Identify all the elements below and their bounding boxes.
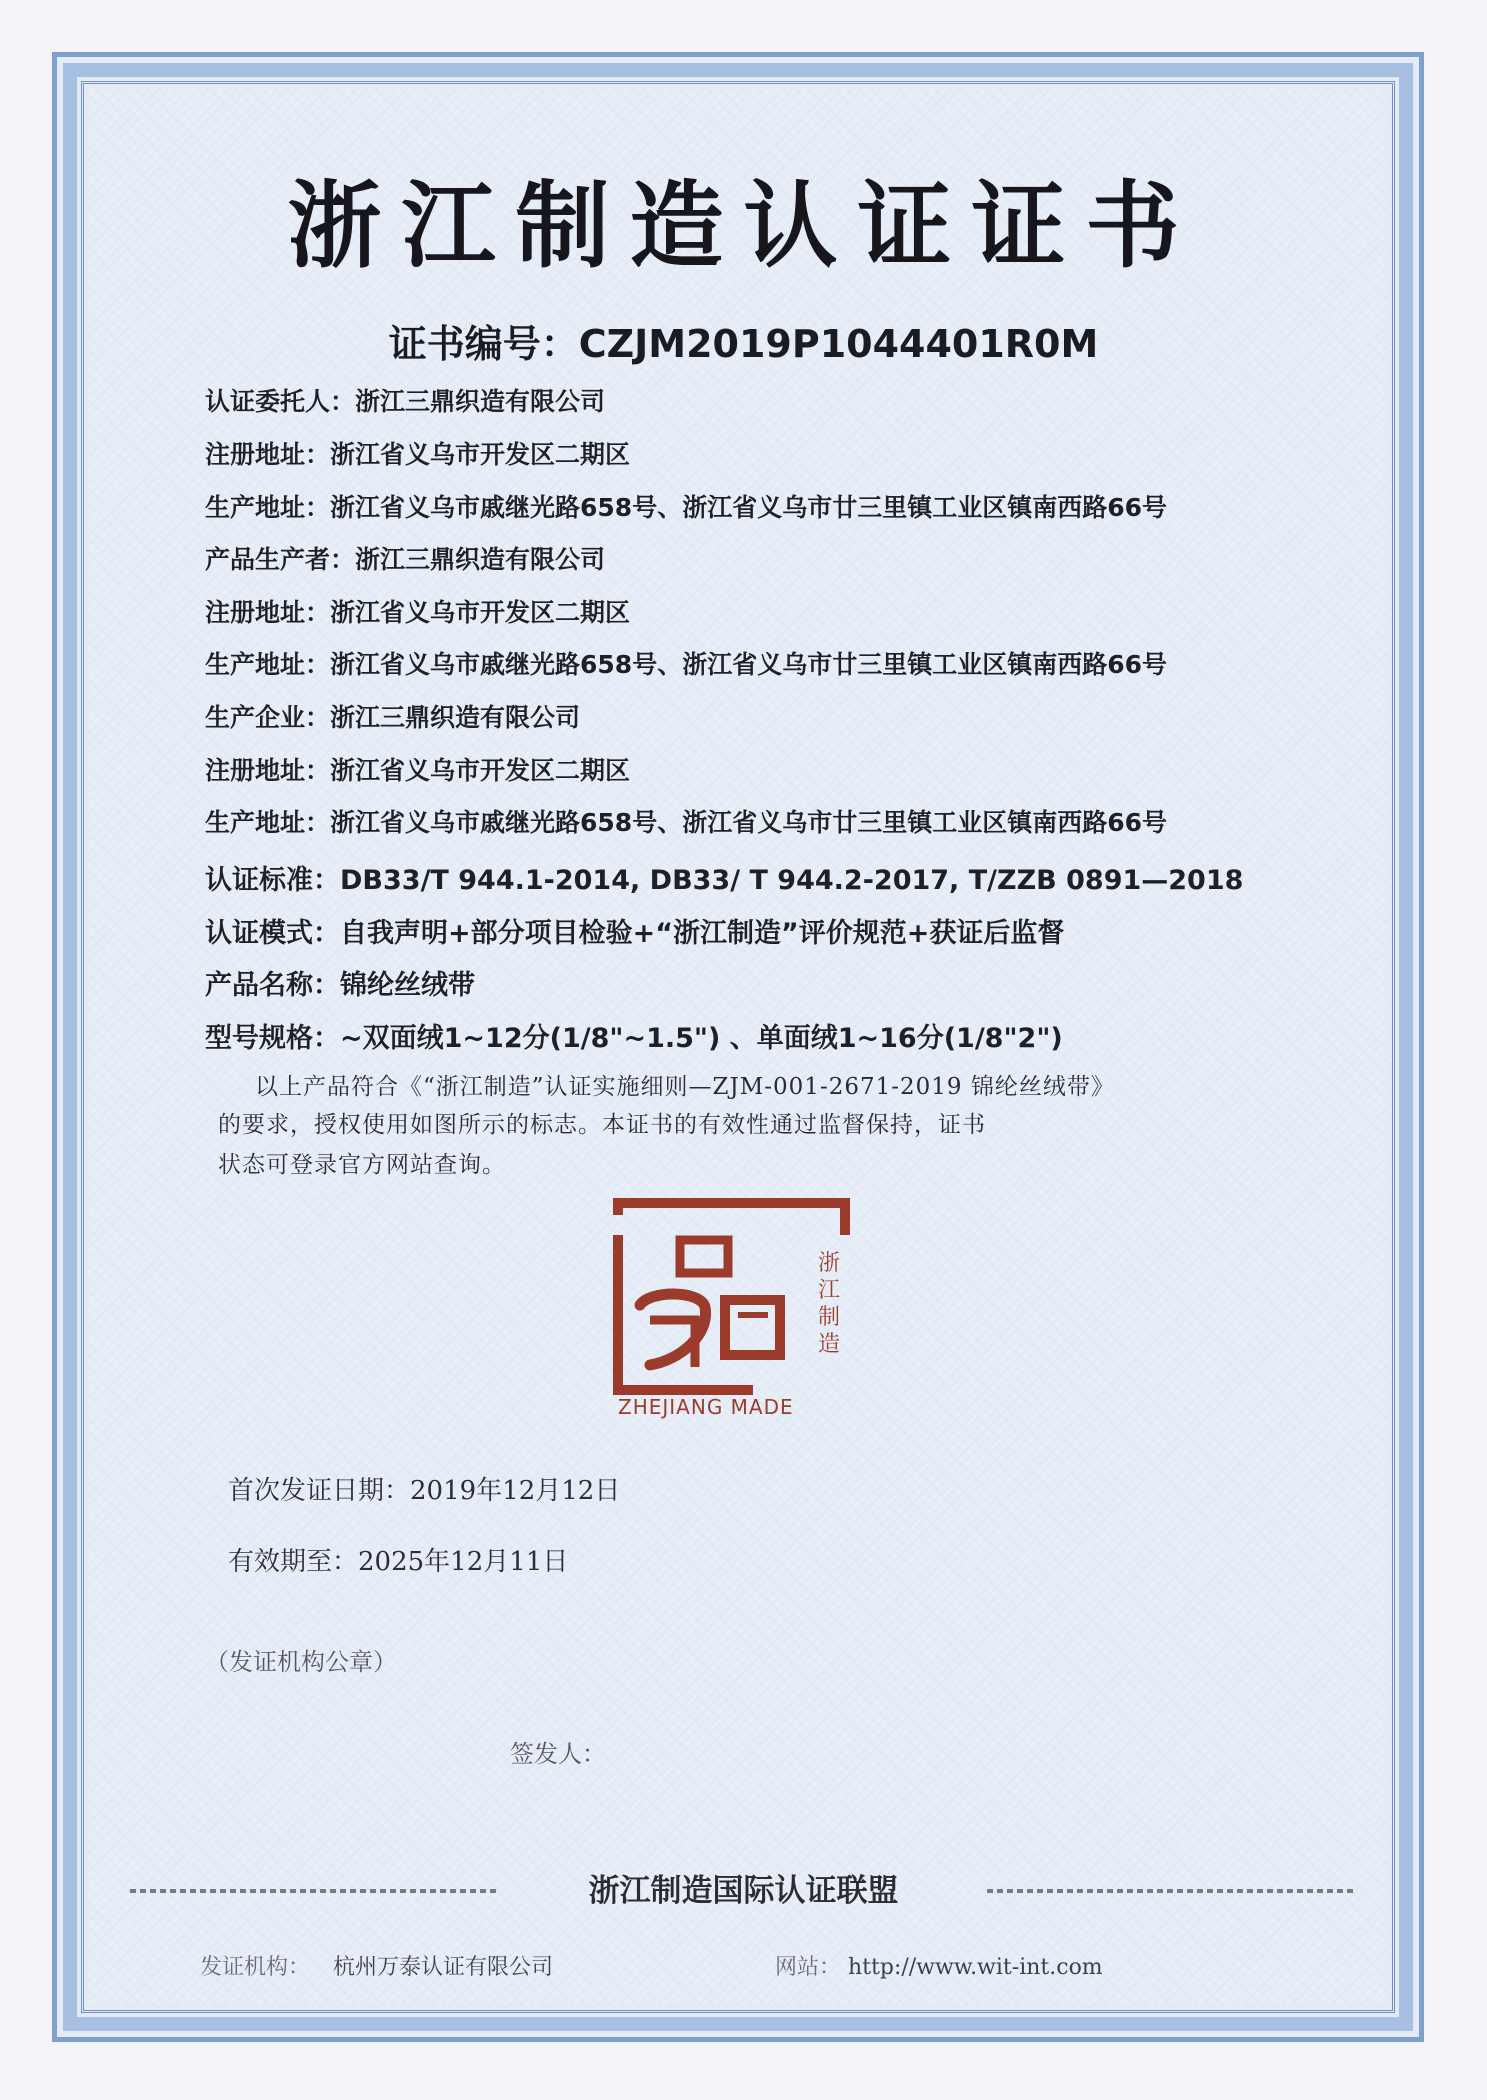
alliance-name: 浙江制造国际认证联盟: [588, 1873, 899, 1909]
field-value: 浙江三鼎织造有限公司: [355, 545, 606, 574]
field-value: 浙江省义乌市开发区二期区: [330, 756, 631, 785]
issuer-name: 杭州万泰认证有限公司: [333, 1955, 554, 1980]
field-label: 认证模式：: [205, 918, 340, 949]
field-row: [205, 435, 630, 471]
field-label: 生产地址：: [205, 650, 331, 679]
field-row: [205, 803, 1167, 839]
field-label: 产品名称：: [205, 970, 340, 1001]
field-row: [205, 963, 475, 1002]
field-row: [205, 488, 1167, 524]
field-row: [205, 911, 1064, 950]
field-label: 注册地址：: [205, 440, 331, 469]
field-value: 锦纶丝绒带: [340, 970, 475, 1001]
field-label: 注册地址：: [205, 756, 331, 785]
statement-line: 的要求，授权使用如图所示的标志。本证书的有效性通过监督保持，证书: [218, 1112, 986, 1138]
field-label: 注册地址：: [205, 598, 331, 627]
field-label: 生产地址：: [205, 808, 331, 837]
valid-until-date: 有效期至：2025年12月11日: [228, 1547, 569, 1577]
website-link[interactable]: http://www.wit-int.com: [848, 1955, 1103, 1980]
field-value: 浙江省义乌市戚继光路658号、浙江省义乌市廿三里镇工业区镇南西路66号: [330, 808, 1167, 837]
logo-caption: ZHEJIANG MADE: [618, 1395, 794, 1419]
field-row: [205, 593, 630, 629]
signer-label: 签发人：: [510, 1740, 606, 1768]
field-value: 浙江省义乌市开发区二期区: [330, 598, 631, 627]
field-row: [205, 751, 630, 787]
logo-side-text: 浙江制造: [818, 1251, 841, 1357]
field-value: 浙江省义乌市戚继光路658号、浙江省义乌市廿三里镇工业区镇南西路66号: [330, 650, 1167, 679]
zhejiang-made-logo: [610, 1195, 860, 1430]
certificate-number: 证书编号：CZJM2019P1044401R0M: [388, 322, 1099, 366]
issuer-seal-note: （发证机构公章）: [205, 1648, 397, 1676]
field-value: 浙江三鼎织造有限公司: [330, 703, 581, 732]
field-value: 浙江省义乌市开发区二期区: [330, 440, 631, 469]
issuer-info: [200, 1950, 553, 1981]
field-label: 认证标准：: [205, 865, 340, 896]
statement-line: 以上产品符合《“浙江制造”认证实施细则—ZJM-001-2671-2019 锦纶丝绒带》: [255, 1074, 1115, 1100]
field-row: [205, 1016, 1063, 1055]
field-value: ~双面绒1~12分(1/8"~1.5") 、单面绒1~16分(1/8"2"): [340, 1023, 1063, 1054]
website-label: 网站：: [775, 1955, 842, 1980]
field-label: 产品生产者：: [205, 545, 356, 574]
website-info: [775, 1950, 1103, 1981]
field-label: 认证委托人：: [205, 387, 356, 416]
field-row: [205, 540, 605, 576]
field-row: [205, 382, 605, 418]
alliance-banner: [130, 1865, 1357, 1915]
field-value: 自我声明+部分项目检验+“浙江制造”评价规范+获证后监督: [340, 918, 1065, 949]
field-value: 浙江省义乌市戚继光路658号、浙江省义乌市廿三里镇工业区镇南西路66号: [330, 493, 1167, 522]
certificate-title: 浙江制造认证证书: [287, 171, 1200, 281]
field-value: DB33/T 944.1-2014, DB33/ T 944.2-2017, T/ZZB 0891—2018: [340, 865, 1244, 896]
field-row: [205, 698, 580, 734]
first-issue-date: 首次发证日期：2019年12月12日: [228, 1476, 621, 1506]
field-label: 生产企业：: [205, 703, 331, 732]
field-row: [205, 645, 1167, 681]
field-label: 生产地址：: [205, 493, 331, 522]
field-label: 型号规格：: [205, 1023, 340, 1054]
field-row: [205, 858, 1243, 897]
field-value: 浙江三鼎织造有限公司: [355, 387, 606, 416]
statement-line: 状态可登录官方网站查询。: [218, 1152, 506, 1178]
issuer-label: 发证机构：: [200, 1955, 311, 1980]
